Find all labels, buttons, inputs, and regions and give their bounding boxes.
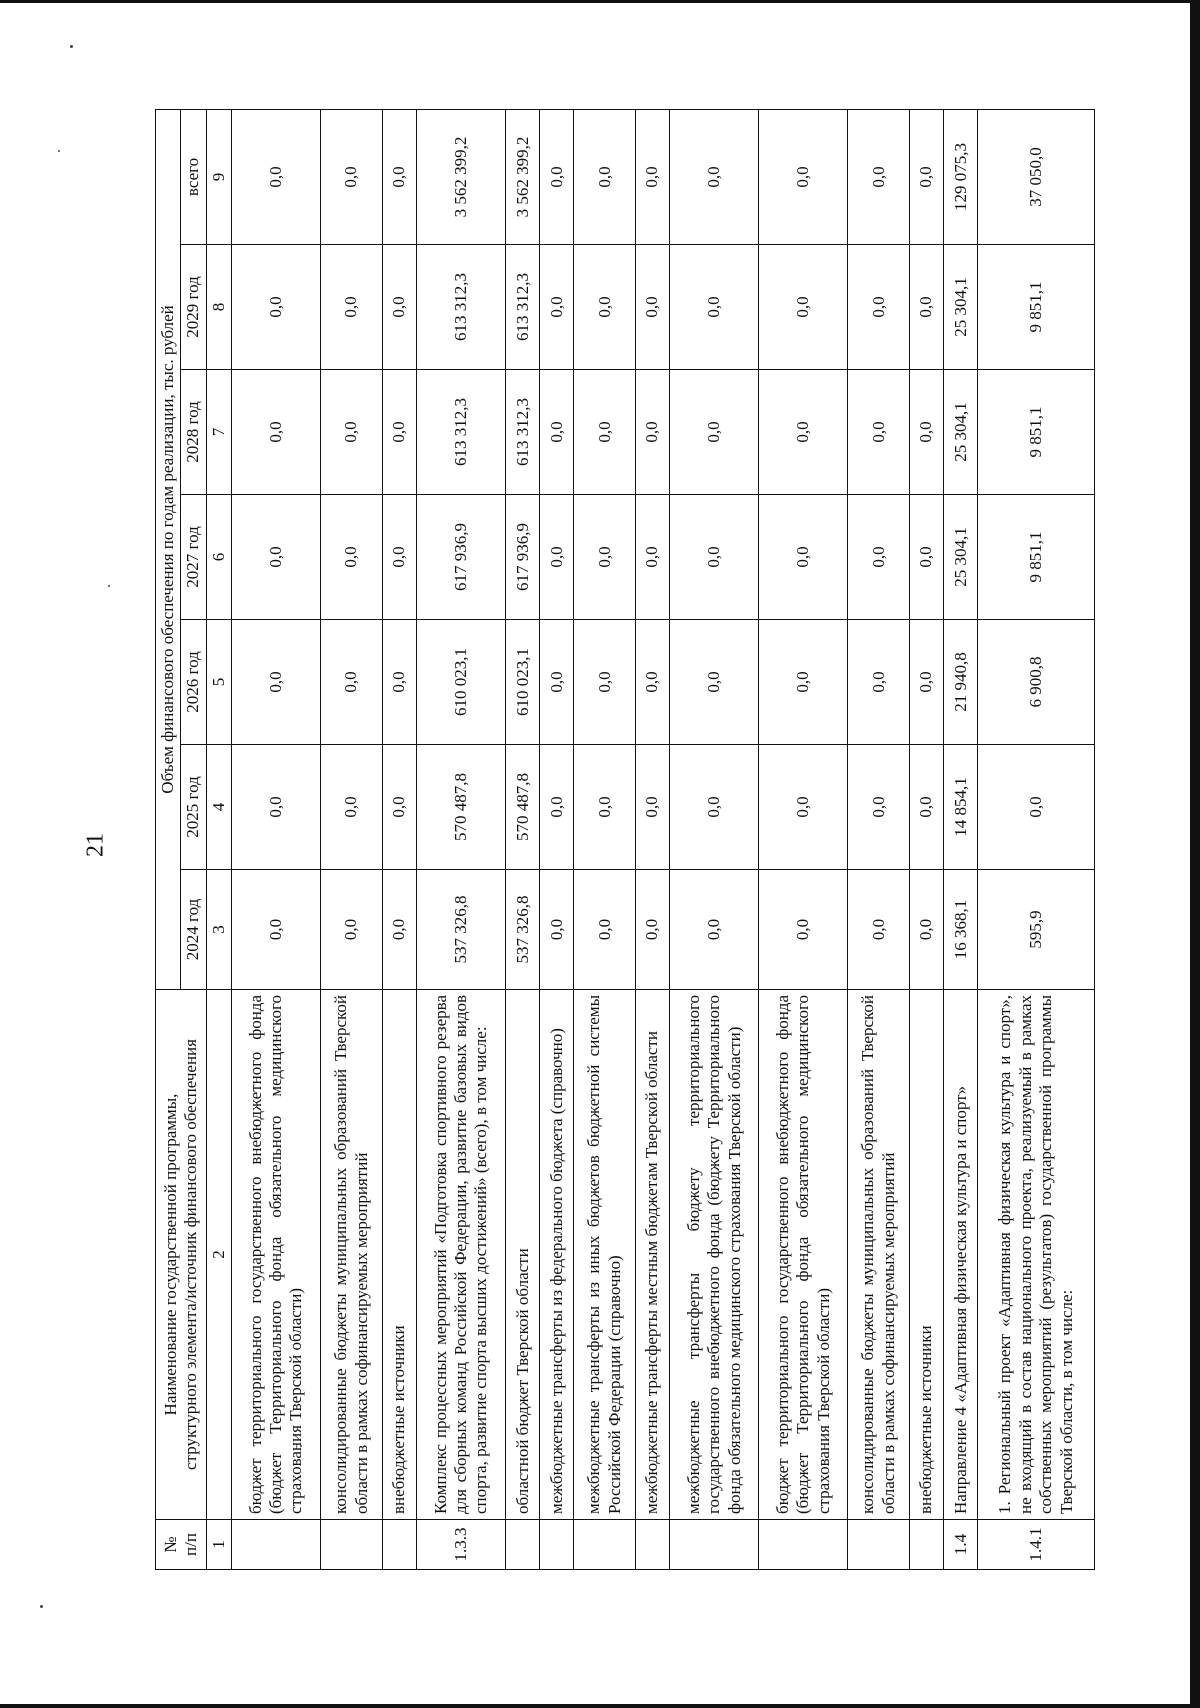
table-row	[848, 109, 910, 1569]
row-name: межбюджетные трансферты местным бюджетам Тверской области	[636, 990, 670, 1520]
row-year-value: 0,0	[382, 245, 416, 370]
row-year-value: 0,0	[910, 370, 944, 495]
table-row	[540, 109, 574, 1569]
row-year-value: 25 304,1	[944, 245, 978, 370]
row-year-value: 617 936,9	[506, 495, 540, 620]
row-total-value: 0,0	[321, 109, 383, 244]
row-year-value: 0,0	[670, 370, 759, 495]
row-total-value: 0,0	[382, 109, 416, 244]
row-year-value: 16 368,1	[944, 870, 978, 990]
row-year-value: 0,0	[848, 370, 910, 495]
column-number: 6	[206, 495, 231, 620]
row-year-value: 0,0	[232, 745, 321, 870]
header-num: № п/п	[156, 1520, 207, 1570]
header-year: 2025 год	[181, 745, 206, 870]
row-year-value: 0,0	[382, 370, 416, 495]
row-total-value: 0,0	[636, 109, 670, 244]
row-year-value: 617 936,9	[417, 495, 506, 620]
column-number: 9	[206, 109, 231, 244]
row-year-value: 0,0	[540, 870, 574, 990]
column-number: 1	[206, 1520, 231, 1570]
row-year-value: 9 851,1	[978, 245, 1095, 370]
table-row	[759, 109, 848, 1569]
row-total-value: 3 562 399,2	[417, 109, 506, 244]
table-row	[978, 109, 1095, 1569]
row-year-value: 0,0	[382, 495, 416, 620]
row-number	[759, 1520, 848, 1570]
row-year-value: 0,0	[759, 745, 848, 870]
row-year-value: 0,0	[910, 745, 944, 870]
row-year-value: 0,0	[848, 245, 910, 370]
row-year-value: 610 023,1	[417, 620, 506, 745]
header-total: всего	[181, 109, 206, 244]
row-number: 1.3.3	[417, 1520, 506, 1570]
row-year-value: 0,0	[574, 870, 636, 990]
row-year-value: 0,0	[540, 620, 574, 745]
row-year-value: 0,0	[232, 370, 321, 495]
scan-speck	[58, 150, 60, 152]
row-year-value: 0,0	[910, 870, 944, 990]
row-year-value: 0,0	[232, 870, 321, 990]
row-year-value: 0,0	[636, 245, 670, 370]
row-year-value: 0,0	[574, 745, 636, 870]
row-year-value: 0,0	[848, 620, 910, 745]
row-year-value: 610 023,1	[506, 620, 540, 745]
row-year-value: 0,0	[540, 370, 574, 495]
row-year-value: 9 851,1	[978, 495, 1095, 620]
row-number: 1.4	[944, 1520, 978, 1570]
row-year-value: 0,0	[232, 495, 321, 620]
row-name: межбюджетные трансферты из федерального бюджета (справочно)	[540, 990, 574, 1520]
row-year-value: 570 487,8	[417, 745, 506, 870]
row-year-value: 0,0	[574, 620, 636, 745]
scan-edge-right	[1190, 0, 1200, 1708]
row-name: Направление 4 «Адаптивная физическая культура и спорт»	[944, 990, 978, 1520]
row-name: консолидированные бюджеты муниципальных образований Тверской области в рамках софинансируемых мероприятий	[321, 990, 383, 1520]
row-name: внебюджетные источники	[910, 990, 944, 1520]
row-year-value: 0,0	[232, 245, 321, 370]
row-year-value: 0,0	[321, 245, 383, 370]
row-year-value: 0,0	[636, 870, 670, 990]
row-total-value: 0,0	[848, 109, 910, 244]
row-name: бюджет территориального государственного внебюджетного фонда (бюджет Территориального фонда обязательного медицинского страхования Тверской области)	[759, 990, 848, 1520]
row-year-value: 0,0	[232, 620, 321, 745]
header-year: 2027 год	[181, 495, 206, 620]
table-body	[232, 109, 1095, 1569]
table-row	[321, 109, 383, 1569]
table-row	[636, 109, 670, 1569]
row-year-value: 0,0	[382, 870, 416, 990]
header-year: 2028 год	[181, 370, 206, 495]
column-number: 4	[206, 745, 231, 870]
row-number	[910, 1520, 944, 1570]
row-total-value: 0,0	[759, 109, 848, 244]
row-year-value: 0,0	[670, 620, 759, 745]
scan-speck	[108, 585, 110, 587]
row-total-value: 37 050,0	[978, 109, 1095, 244]
table-row	[232, 109, 321, 1569]
row-total-value: 129 075,3	[944, 109, 978, 244]
scan-speck	[70, 45, 73, 48]
row-year-value: 570 487,8	[506, 745, 540, 870]
row-year-value: 0,0	[848, 495, 910, 620]
scan-speck	[40, 1605, 43, 1608]
row-number	[848, 1520, 910, 1570]
row-year-value: 0,0	[910, 620, 944, 745]
row-name: консолидированные бюджеты муниципальных образований Тверской области в рамках софинансируемых мероприятий	[848, 990, 910, 1520]
row-number	[382, 1520, 416, 1570]
row-year-value: 613 312,3	[417, 245, 506, 370]
row-name: межбюджетные трансферты бюджету территориального государственного внебюджетного фонда (бюджету Территориального фонда обязательного медицинского страхования Тверской области)	[670, 990, 759, 1520]
row-year-value: 537 326,8	[506, 870, 540, 990]
row-year-value: 0,0	[636, 495, 670, 620]
row-year-value: 0,0	[636, 370, 670, 495]
row-year-value: 25 304,1	[944, 370, 978, 495]
row-year-value: 0,0	[978, 745, 1095, 870]
row-year-value: 0,0	[636, 620, 670, 745]
table-row	[417, 109, 506, 1569]
row-year-value: 0,0	[848, 870, 910, 990]
row-number	[670, 1520, 759, 1570]
financing-table	[155, 109, 1095, 1570]
row-year-value: 0,0	[759, 370, 848, 495]
row-year-value: 0,0	[670, 245, 759, 370]
row-year-value: 9 851,1	[978, 370, 1095, 495]
row-number: 1.4.1	[978, 1520, 1095, 1570]
row-year-value: 0,0	[540, 245, 574, 370]
row-year-value: 0,0	[540, 495, 574, 620]
row-name: 1. Региональный проект «Адаптивная физическая культура и спорт», не входящий в состав национального проекта, реализуемый в рамках собственных мероприятий (результатов) государственной программы Тверской области, в том числе:	[978, 990, 1095, 1520]
row-number	[506, 1520, 540, 1570]
row-year-value: 0,0	[636, 745, 670, 870]
column-number: 5	[206, 620, 231, 745]
table-row	[670, 109, 759, 1569]
row-year-value: 21 940,8	[944, 620, 978, 745]
row-number	[232, 1520, 321, 1570]
row-year-value: 14 854,1	[944, 745, 978, 870]
row-name: бюджет территориального государственного внебюджетного фонда (бюджет Территориального фонда обязательного медицинского страхования Тверской области)	[232, 990, 321, 1520]
row-year-value: 613 312,3	[506, 370, 540, 495]
row-year-value: 537 326,8	[417, 870, 506, 990]
scan-edge-top	[0, 0, 1200, 3]
header-year: 2029 год	[181, 245, 206, 370]
row-year-value: 0,0	[759, 870, 848, 990]
table-row	[574, 109, 636, 1569]
row-total-value: 0,0	[540, 109, 574, 244]
row-year-value: 595,9	[978, 870, 1095, 990]
scan-edge-bottom	[0, 1704, 1200, 1708]
row-year-value: 0,0	[759, 620, 848, 745]
row-year-value: 0,0	[670, 870, 759, 990]
rotated-table-container	[155, 110, 1095, 1570]
header-year: 2026 год	[181, 620, 206, 745]
row-year-value: 613 312,3	[417, 370, 506, 495]
row-year-value: 0,0	[540, 745, 574, 870]
row-year-value: 0,0	[759, 495, 848, 620]
row-total-value: 0,0	[670, 109, 759, 244]
header-name: Наименование государственной программы, структурного элемента/источник финансового обеспечения	[156, 990, 207, 1520]
row-year-value: 0,0	[910, 495, 944, 620]
header-group: Объем финансового обеспечения по годам реализации, тыс. рублей	[156, 109, 181, 989]
row-year-value: 0,0	[321, 370, 383, 495]
row-year-value: 0,0	[321, 745, 383, 870]
table-row	[382, 109, 416, 1569]
row-number	[540, 1520, 574, 1570]
table-row	[506, 109, 540, 1569]
row-year-value: 0,0	[321, 495, 383, 620]
column-number: 8	[206, 245, 231, 370]
row-name: областной бюджет Тверской области	[506, 990, 540, 1520]
header-row	[156, 109, 181, 1569]
row-year-value: 0,0	[321, 620, 383, 745]
row-year-value: 0,0	[759, 245, 848, 370]
row-year-value: 0,0	[910, 245, 944, 370]
row-year-value: 6 900,8	[978, 620, 1095, 745]
row-year-value: 0,0	[574, 370, 636, 495]
column-number-row	[206, 109, 231, 1569]
row-year-value: 25 304,1	[944, 495, 978, 620]
page-number: 21	[82, 833, 109, 857]
row-year-value: 613 312,3	[506, 245, 540, 370]
row-number	[321, 1520, 383, 1570]
row-year-value: 0,0	[574, 245, 636, 370]
row-number	[574, 1520, 636, 1570]
row-number	[636, 1520, 670, 1570]
row-total-value: 3 562 399,2	[506, 109, 540, 244]
row-total-value: 0,0	[910, 109, 944, 244]
row-name: внебюджетные источники	[382, 990, 416, 1520]
row-year-value: 0,0	[848, 745, 910, 870]
row-name: межбюджетные трансферты из иных бюджетов бюджетной системы Российской Федерации (справочно)	[574, 990, 636, 1520]
row-year-value: 0,0	[382, 745, 416, 870]
column-number: 2	[206, 990, 231, 1520]
column-number: 3	[206, 870, 231, 990]
row-year-value: 0,0	[574, 495, 636, 620]
row-name: Комплекс процессных мероприятий «Подготовка спортивного резерва для сборных команд Российской Федерации, развитие базовых видов спорта, развитие спорта высших достижений» (всего), в том числе:	[417, 990, 506, 1520]
row-year-value: 0,0	[382, 620, 416, 745]
table-row	[910, 109, 944, 1569]
table-row	[944, 109, 978, 1569]
row-year-value: 0,0	[670, 745, 759, 870]
row-total-value: 0,0	[574, 109, 636, 244]
column-number: 7	[206, 370, 231, 495]
row-year-value: 0,0	[321, 870, 383, 990]
header-year: 2024 год	[181, 870, 206, 990]
row-total-value: 0,0	[232, 109, 321, 244]
row-year-value: 0,0	[670, 495, 759, 620]
